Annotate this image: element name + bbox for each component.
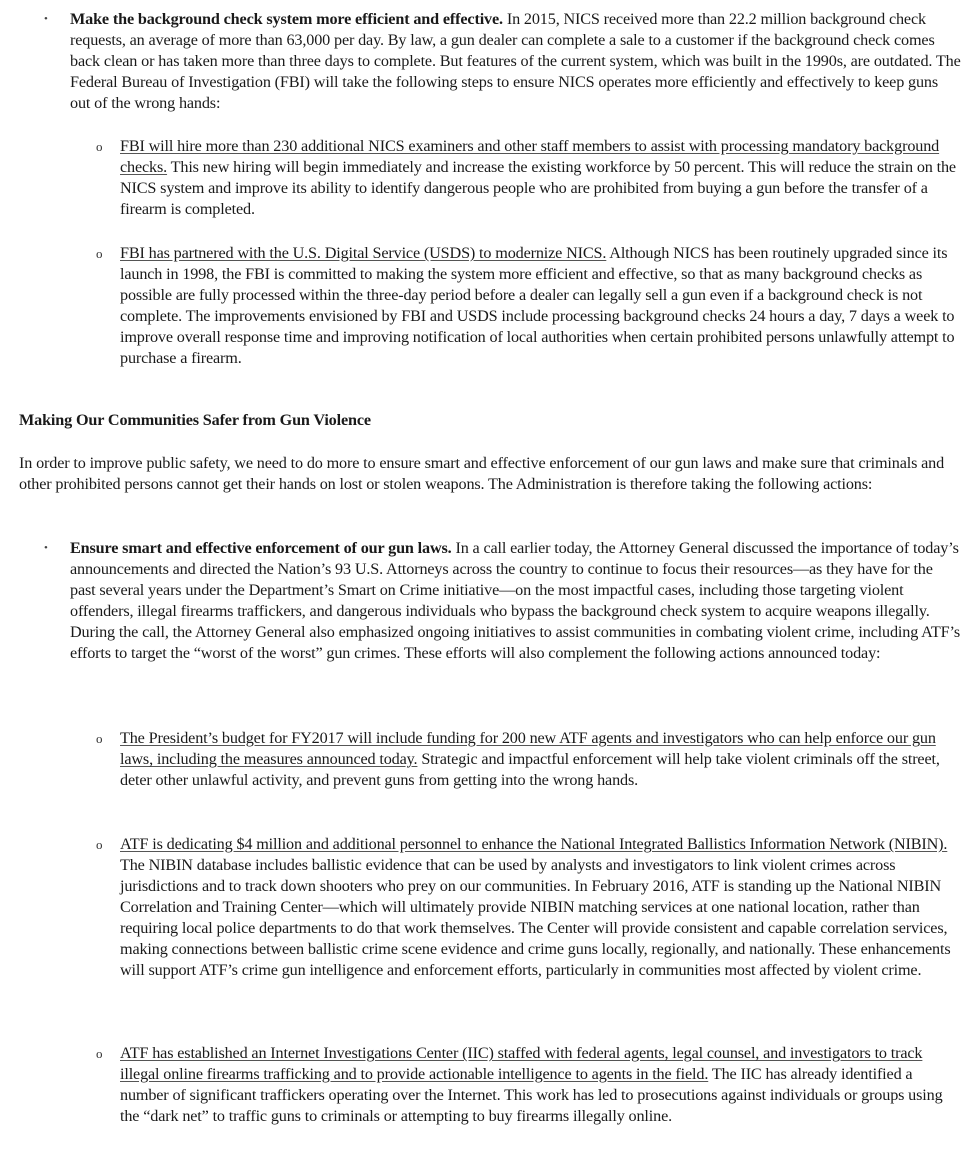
subitem-body: This new hiring will begin immediately and increase the existing workforce by 50 percent. This will reduce the strain on the NICS system and improve its ability to identify dangerous people who are prohibited from buying a gun before the transfer of a firearm is completed. (120, 158, 956, 218)
bullet-enforcement (44, 538, 962, 664)
bullet-dot-icon: • (44, 542, 48, 554)
hollow-bullet-icon: o (96, 731, 103, 746)
subitem-fbi-hiring (96, 136, 960, 220)
subitem-paragraph (120, 834, 960, 981)
subitem-underlined-lead: ATF has established an Internet Investigations Center (IIC) staffed with federal agents, legal counsel, and investigators to track illegal online firearms trafficking and to provide actionable intelligence to agents in the field. (120, 1044, 923, 1083)
subitem-underlined-lead: FBI will hire more than 230 additional NICS examiners and other staff members to assist with processing mandatory background checks. (120, 137, 940, 176)
bullet-paragraph (70, 9, 962, 114)
bullet-body: In 2015, NICS received more than 22.2 million background check requests, an average of more than 63,000 per day. By law, a gun dealer can complete a sale to a customer if the background check comes back clean or has taken more than three days to complete. But features of the current system, which was built in the 1990s, are outdated. The Federal Bureau of Investigation (FBI) will take the following steps to ensure NICS operates more efficiently and effectively to keep guns out of the wrong hands: (70, 10, 961, 112)
bullet-dot-icon: • (44, 13, 48, 25)
subitem-paragraph (120, 1043, 960, 1127)
hollow-bullet-icon: o (96, 1046, 103, 1061)
subitem-paragraph (120, 728, 960, 791)
subitem-body: The NIBIN database includes ballistic evidence that can be used by analysts and investigators to link violent crimes across jurisdictions and to track down shooters who prey on our communities. In February 2016, ATF is standing up the National NIBIN Correlation and Training Center—which will ultimately provide NIBIN matching services at one national location, rather than requiring local police departments to do that work themselves. The Center will provide consistent and capable correlation services, making connections between ballistic crime scene evidence and crime guns locally, regionally, and nationally. These enhancements will support ATF’s crime gun intelligence and enforcement efforts, particularly in communities most affected by violent crime. (120, 856, 951, 979)
subitem-atf-budget (96, 728, 960, 791)
subitem-paragraph (120, 136, 960, 220)
subitem-underlined-lead: The President’s budget for FY2017 will include funding for 200 new ATF agents and investigators who can help enforce our gun laws, including the measures announced today. (120, 729, 936, 768)
intro-text: In order to improve public safety, we need to do more to ensure smart and effective enforcement of our gun laws and make sure that criminals and other prohibited persons cannot get their hands on lost or stolen weapons. The Administration is therefore taking the following actions: (19, 454, 945, 493)
subitem-body: Strategic and impactful enforcement will help take violent criminals off the street, deter other unlawful activity, and prevent guns from getting into the wrong hands. (120, 750, 940, 789)
subitem-body: Although NICS has been routinely upgraded since its launch in 1998, the FBI is committed to making the system more efficient and effective, so that as many background checks as possible are fully processed within the three-day period before a dealer can legally sell a gun even if a background check is not complete. The improvements envisioned by FBI and USDS include processing background checks 24 hours a day, 7 days a week to improve overall response time and improving notification of local authorities when certain prohibited persons unlawfully attempt to purchase a firearm. (120, 244, 955, 367)
bullet-paragraph (70, 538, 962, 664)
bullet-background-check-efficiency (44, 9, 962, 114)
intro-paragraph (19, 453, 964, 495)
bullet-body: In a call earlier today, the Attorney General discussed the importance of today’s announcements and directed the Nation’s 93 U.S. Attorneys across the country to continue to focus their resources—as they have for the past several years under the Department’s Smart on Crime initiative—on the most impactful cases, including those targeting violent offenders, illegal firearms traffickers, and dangerous individuals who bypass the background check system to acquire weapons illegally. During the call, the Attorney General also emphasized ongoing initiatives to assist communities in combating violent crime, including ATF’s efforts to target the “worst of the worst” gun crimes. These efforts will also complement the following actions announced today: (70, 539, 960, 662)
subitem-paragraph (120, 243, 960, 369)
hollow-bullet-icon: o (96, 837, 103, 852)
subitem-atf-nibin (96, 834, 960, 981)
subitem-atf-iic (96, 1043, 960, 1127)
subitem-fbi-usds (96, 243, 960, 369)
hollow-bullet-icon: o (96, 139, 103, 154)
bullet-lead-bold: Make the background check system more efficient and effective. (70, 10, 503, 28)
subitem-body: The IIC has already identified a number of significant traffickers operating over the Internet. This work has led to prosecutions against individuals or groups using the “dark net” to traffic guns to criminals or attempting to buy firearms illegally online. (120, 1065, 943, 1125)
subitem-underlined-lead: ATF is dedicating $4 million and additional personnel to enhance the National Integrated Ballistics Information Network (NIBIN). (120, 835, 948, 853)
section-heading: Making Our Communities Safer from Gun Violence (19, 411, 371, 429)
subitem-underlined-lead: FBI has partnered with the U.S. Digital Service (USDS) to modernize NICS. (120, 244, 607, 262)
bullet-lead-bold: Ensure smart and effective enforcement of our gun laws. (70, 539, 452, 557)
hollow-bullet-icon: o (96, 246, 103, 261)
